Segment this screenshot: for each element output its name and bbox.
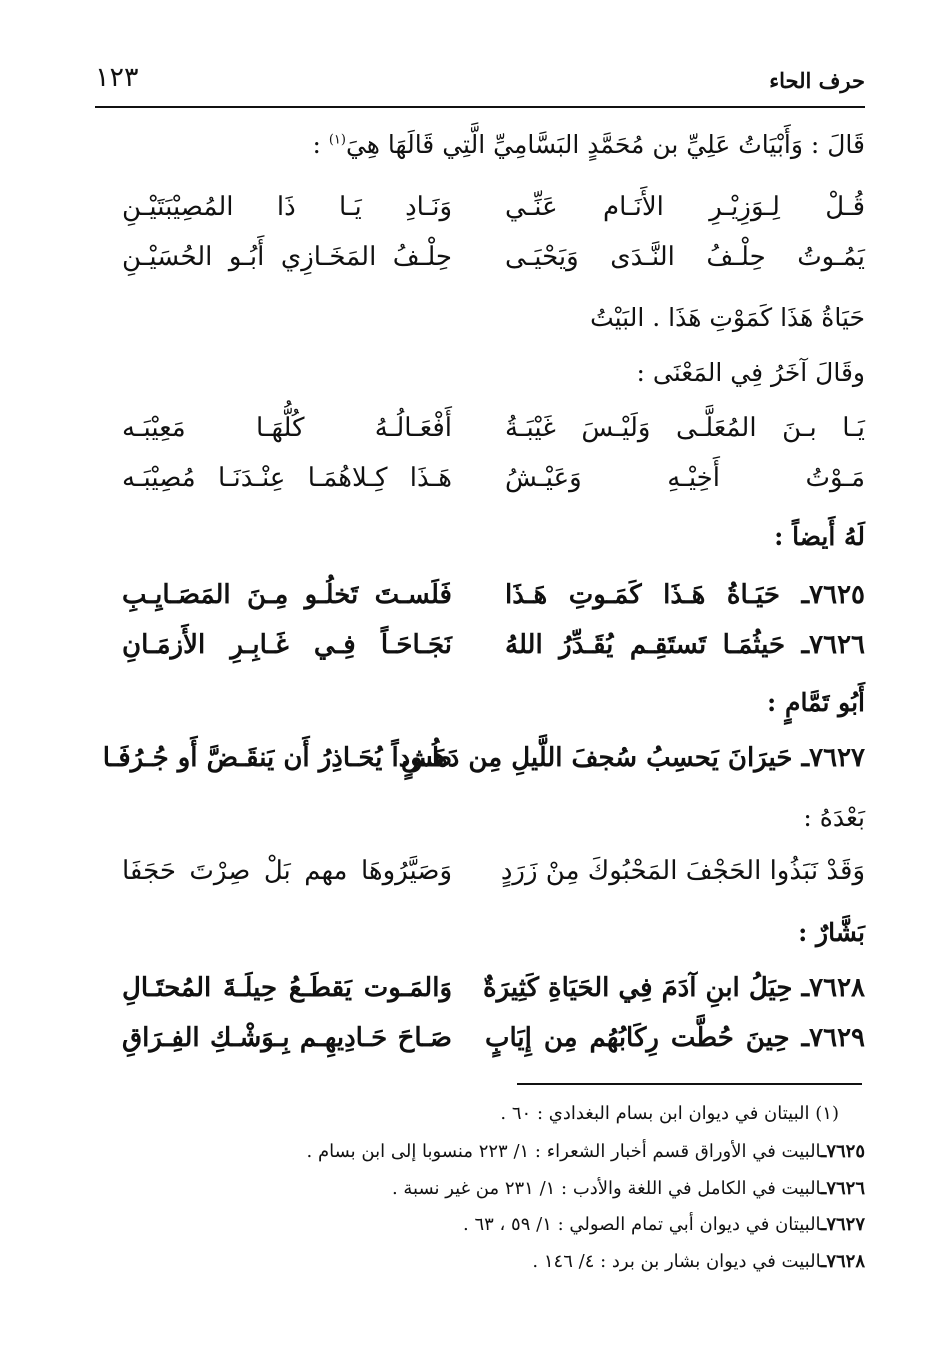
verse-hemistich-right xyxy=(482,973,865,1003)
section-heading: أَبُو تَمَّامٍ : xyxy=(767,688,865,717)
footnote-label: ٧٦٢٧ـ xyxy=(821,1214,865,1235)
footnote-label: ٧٦٢٨ـ xyxy=(821,1251,865,1272)
verse-hemistich-left: وَالمَـوت يَقطَـعُ حِيلَـةَ المُحتَـالِ xyxy=(122,973,452,1003)
header-rule xyxy=(95,106,865,108)
footnote xyxy=(532,1251,865,1272)
verse-hemistich-right: مَـوْتُ أَخِيْـهِ وَعَيْـشُ xyxy=(505,463,865,493)
verse-hemistich-left: نَجَـاحَـاً فِـي غَـابِـرِ الأَزمَـانِ xyxy=(122,630,452,660)
prose-line: حَيَاةُ هَذَا كَمَوْتِ هَذَا . البَيْتُ xyxy=(590,303,865,332)
verse-text: حِيَلُ ابنِ آدَمَ فِي الحَيَاةِ كَثِيرَةٌ xyxy=(482,973,793,1003)
section-heading: لَهُ أَيضاً : xyxy=(774,522,865,551)
verse-hemistich-left: صَـاحَ حَـادِيهِـم بِـوَشْـكِ الفِـرَاقِ xyxy=(122,1023,452,1053)
verse-number: ٧٦٢٨ـ xyxy=(801,973,865,1003)
verse-text: حَيَـاةُ هَـذَا كَمَـوتِ هَـذَا xyxy=(505,580,780,610)
verse-hemistich-left: أَفْعَـالُـهُ كُلُّهَـا مَعِيْبَـه xyxy=(122,413,452,443)
intro-tail: : xyxy=(312,130,329,159)
prose-line: وقَالَ آخَرُ فِي المَعْنَى : xyxy=(636,358,865,387)
footnote xyxy=(307,1141,865,1162)
verse-hemistich-left: طُـوداً يُحَـاذِرُ أَن يَنقَـضَّ أَو جُـرُفَـا xyxy=(102,743,452,773)
verse-hemistich-left: هَـذَا كِـلاهُمَـا عِنْـدَنَـا مُصِيْبَـه xyxy=(122,463,452,493)
footnote-label: ٧٦٢٥ـ xyxy=(821,1141,865,1162)
page-number: ١٢٣ xyxy=(95,62,139,93)
verse-number: ٧٦٢٦ـ xyxy=(801,630,865,660)
verse-hemistich-left: حِلْـفُ المَخَـازِي أَبُـو الحُسَيْـنِ xyxy=(122,242,452,272)
section-heading: بَشَّارٌ : xyxy=(798,918,865,947)
footnote xyxy=(392,1178,865,1199)
verse-hemistich-left: وَنَـادِ يَـا ذَا المُصِيْبَتَيْـنِ xyxy=(122,192,452,222)
page-header xyxy=(95,58,865,98)
verse-hemistich-left: فَلَسـتَ تَخلُـو مِـنَ المَصَـايِـبِ xyxy=(122,580,452,610)
prose-line: بَعْدَهُ : xyxy=(803,803,865,832)
verse-hemistich-right: يَمُـوتُ حِلْـفُ النَّـدَى وَيَحْيَـى xyxy=(505,242,865,272)
chapter-title: حرف الحاء xyxy=(769,68,865,93)
verse-hemistich-right: قُـلْ لِـوَزِيْـرِ الأَنَـام عَنِّـي xyxy=(505,192,865,222)
footnote-text: البيت في الكامل في اللغة والأدب : ١/ ٢٣١ من غير نسبة . xyxy=(391,1178,822,1199)
footnote xyxy=(463,1214,865,1235)
footnote-text: البيتان في ديوان أبي تمام الصولي : ١/ ٥٩ ، ٦٣ . xyxy=(462,1214,822,1235)
footnote-text: البيت في ديوان بشار بن برد : ٤/ ١٤٦ . xyxy=(532,1251,822,1272)
footnote xyxy=(500,1103,839,1124)
verse-hemistich-right xyxy=(485,1023,865,1053)
footnote-text: البيتان في ديوان ابن بسام البغدادي : ٦٠ . xyxy=(500,1103,816,1124)
verse-number: ٧٦٢٩ـ xyxy=(801,1023,865,1053)
verse-hemistich-right xyxy=(505,630,865,660)
footnote-label: (١) xyxy=(815,1103,839,1124)
verse-hemistich-right xyxy=(505,580,865,610)
verse-text: حَيرَانَ يَحسِبُ سُجفَ اللَّيلِ مِن دَهَشٍ xyxy=(400,743,793,773)
verse-hemistich-left: وَصَيَّرُوهَا مهم بَلْ صِرْتَ حَجَفَا xyxy=(122,856,452,886)
verse-number: ٧٦٢٧ـ xyxy=(801,743,865,773)
intro-text: قَالَ : وَأَبْيَاتُ عَلِيِّ بن مُحَمَّدٍ البَسَّامِيِّ الَّتِي قَالَهَا هِيَ xyxy=(345,130,865,159)
verse-hemistich-right xyxy=(400,743,865,773)
footnote-rule xyxy=(517,1083,862,1085)
verse-hemistich-right: وَقَدْ نَبَذُوا الحَجْفَ المَحْبُوكَ مِنْ زَرَدٍ xyxy=(500,856,865,886)
footnote-ref[interactable]: (١) xyxy=(328,132,346,148)
verse-text: حَيثُمَـا تَستَقِـم يُقَـدِّرُ اللهُ xyxy=(505,630,786,660)
verse-text: حِينَ حُطَّت رِكَابُهُم مِن إِيَابٍ xyxy=(485,1023,790,1053)
verse-hemistich-right: يَـا بـنَ المُعَلَّـى وَلَيْـسَ غَيْبَـةُ xyxy=(505,413,865,443)
intro-line xyxy=(312,130,865,159)
verse-number: ٧٦٢٥ـ xyxy=(801,580,865,610)
footnote-label: ٧٦٢٦ـ xyxy=(821,1178,865,1199)
footnote-text: البيت في الأوراق قسم أخبار الشعراء : ١/ ٢٢٣ منسوبا إلى ابن بسام . xyxy=(306,1141,822,1162)
